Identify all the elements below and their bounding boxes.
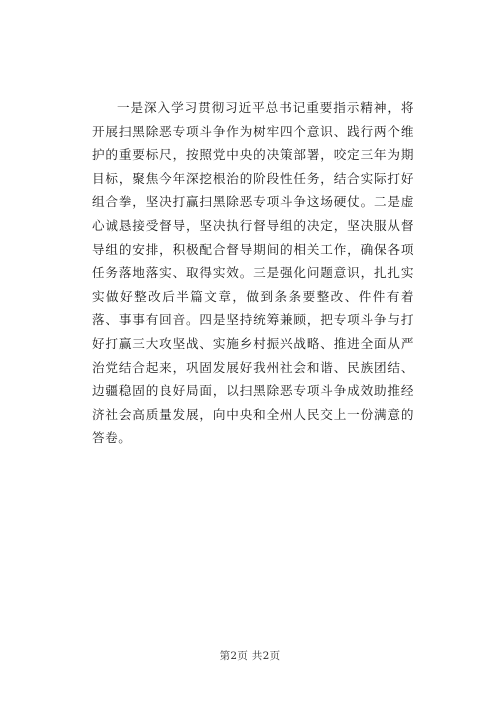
body-paragraph: 一是深入学习贯彻习近平总书记重要指示精神，将开展扫黑除恶专项斗争作为树牢四个意识、践行两个维护的重要标尺，按照党中央的决策部署，咬定三年为期目标，聚焦今年深挖根治的阶段性任务，结合实际打好组合拳，坚决打赢扫黑除恶专项斗争这场硬仗。二是虚心诚恳接受督导，坚决执行督导组的决定，坚决服从督导组的安排，积极配合督导期间的相关工作，确保各项任务落地落实、取得实效。三是强化问题意识，扎扎实实做好整改后半篇文章，做到条条要整改、件件有着落、事事有回音。四是坚持统筹兼顾，把专项斗争与打好打赢三大攻坚战、实施乡村振兴战略、推进全面从严治党结合起来，巩固发展好我州社会和谐、民族团结、边疆稳固的良好局面，以扫黑除恶专项斗争成效助推经济社会高质量发展，向中央和全州人民交上一份满意的答卷。 [92, 100, 414, 446]
page-footer: 第2页 共2页 [219, 650, 281, 662]
